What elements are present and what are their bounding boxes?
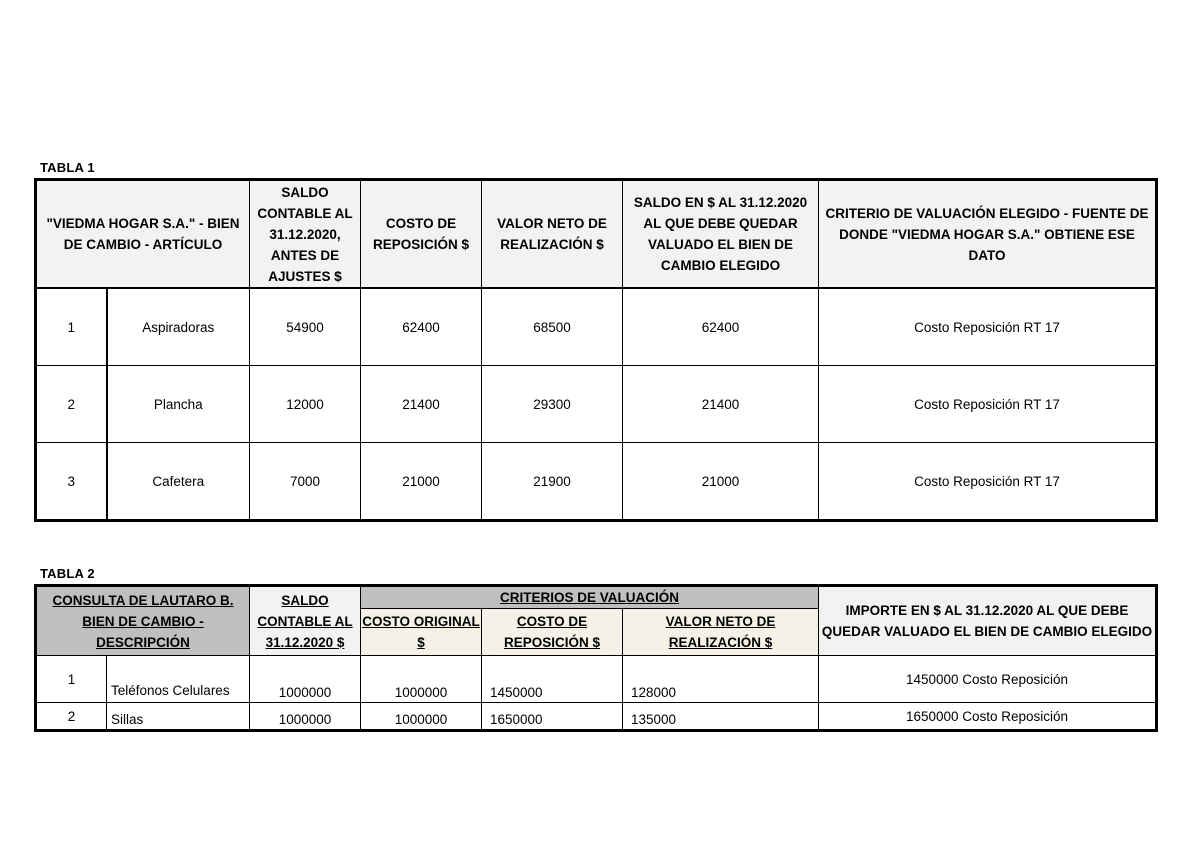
saldo-value: 1000000 — [250, 703, 361, 731]
row-number: 1 — [36, 656, 107, 703]
vnr-value: 135000 — [623, 703, 819, 731]
costo-reposicion-value: 1650000 — [482, 703, 623, 731]
saldo-final-value: 21000 — [623, 443, 819, 521]
table2-header-costo-original: COSTO ORIGINAL $ — [361, 609, 482, 656]
table2-header-row — [36, 586, 1157, 609]
table2-header-costo-reposicion: COSTO DE REPOSICIÓN $ — [482, 609, 623, 656]
article-name: Aspiradoras — [107, 288, 250, 366]
table2-caption: TABLA 2 — [40, 566, 95, 581]
table2-header-saldo: SALDO CONTABLE AL 31.12.2020 $ — [250, 586, 361, 656]
importe-value: 1450000 Costo Reposición — [819, 656, 1157, 703]
vnr-value: 29300 — [482, 366, 623, 443]
criterio-value: Costo Reposición RT 17 — [819, 366, 1157, 443]
row-number: 2 — [36, 703, 107, 731]
vnr-value: 68500 — [482, 288, 623, 366]
table2-header-criterios: CRITERIOS DE VALUACIÓN — [361, 586, 819, 609]
vnr-value: 128000 — [623, 656, 819, 703]
saldo-value: 1000000 — [250, 656, 361, 703]
table-row — [36, 703, 1157, 731]
item-description: Sillas — [107, 703, 250, 731]
table1-caption: TABLA 1 — [40, 160, 95, 175]
table1-header-reposicion: COSTO DE REPOSICIÓN $ — [361, 180, 482, 289]
costo-original-value: 1000000 — [361, 656, 482, 703]
reposicion-value: 62400 — [361, 288, 482, 366]
saldo-value: 54900 — [250, 288, 361, 366]
saldo-final-value: 62400 — [623, 288, 819, 366]
vnr-value: 21900 — [482, 443, 623, 521]
article-name: Cafetera — [107, 443, 250, 521]
table-row — [36, 443, 1157, 521]
costo-reposicion-value: 1450000 — [482, 656, 623, 703]
saldo-final-value: 21400 — [623, 366, 819, 443]
table2 — [34, 584, 1158, 732]
table2-header-importe: IMPORTE EN $ AL 31.12.2020 AL QUE DEBE QUEDAR VALUADO EL BIEN DE CAMBIO ELEGIDO — [819, 586, 1157, 656]
reposicion-value: 21400 — [361, 366, 482, 443]
table1 — [34, 178, 1158, 522]
table1-header-article: "VIEDMA HOGAR S.A." - BIEN DE CAMBIO - ARTÍCULO — [36, 180, 250, 289]
table1-header-criterio: CRITERIO DE VALUACIÓN ELEGIDO - FUENTE DE DONDE "VIEDMA HOGAR S.A." OBTIENE ESE DATO — [819, 180, 1157, 289]
importe-value: 1650000 Costo Reposición — [819, 703, 1157, 731]
row-number: 1 — [36, 288, 107, 366]
table1-header-saldo: SALDO CONTABLE AL 31.12.2020, ANTES DE AJUSTES $ — [250, 180, 361, 289]
item-description: Teléfonos Celulares — [107, 656, 250, 703]
table2-header-vnr: VALOR NETO DE REALIZACIÓN $ — [623, 609, 819, 656]
table1-header-saldo-final: SALDO EN $ AL 31.12.2020 AL QUE DEBE QUEDAR VALUADO EL BIEN DE CAMBIO ELEGIDO — [623, 180, 819, 289]
table1-header-row — [36, 180, 1157, 289]
table2-header-desc: CONSULTA DE LAUTARO B. BIEN DE CAMBIO - DESCRIPCIÓN — [36, 586, 250, 656]
table-row — [36, 656, 1157, 703]
table-row — [36, 288, 1157, 366]
saldo-value: 7000 — [250, 443, 361, 521]
row-number: 3 — [36, 443, 107, 521]
article-name: Plancha — [107, 366, 250, 443]
reposicion-value: 21000 — [361, 443, 482, 521]
row-number: 2 — [36, 366, 107, 443]
saldo-value: 12000 — [250, 366, 361, 443]
criterio-value: Costo Reposición RT 17 — [819, 443, 1157, 521]
table-row — [36, 366, 1157, 443]
costo-original-value: 1000000 — [361, 703, 482, 731]
criterio-value: Costo Reposición RT 17 — [819, 288, 1157, 366]
table1-header-vnr: VALOR NETO DE REALIZACIÓN $ — [482, 180, 623, 289]
